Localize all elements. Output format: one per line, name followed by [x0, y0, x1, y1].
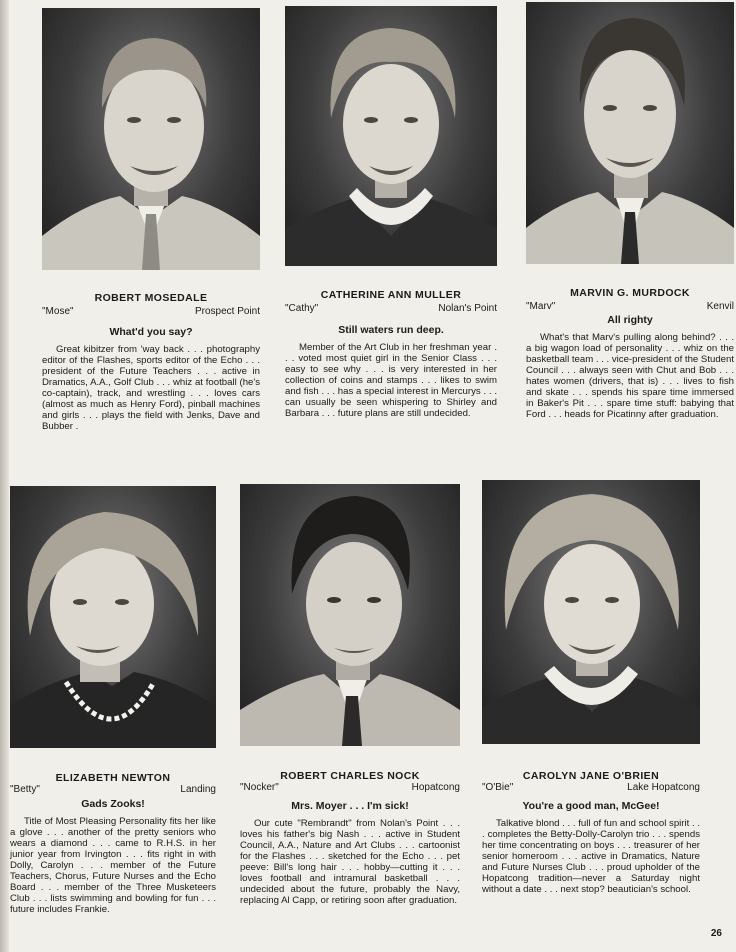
student-motto: What'd you say? — [109, 326, 193, 338]
student-hometown: Prospect Point — [194, 306, 260, 317]
senior-card-murdock — [526, 2, 734, 462]
senior-card-mosedale — [42, 8, 260, 468]
student-name: MARVIN G. MURDOCK — [570, 287, 690, 299]
student-bio: What's that Marv's pulling along behind? . . . a big wagon load of personality . . . whiz on the basketball team . . . vice-president of the Student Council . . . always seen with Chut and Bob . . . hates women (drivers, that is) . . . lives to fish and skate . . . spends his spare time immersed in Baker's Pit . . . spare time stuff: babying that Ford . . . heads for Picatinny after graduation. — [526, 332, 734, 420]
student-hometown: Lake Hopatcong — [627, 782, 700, 793]
portrait-photo — [285, 6, 497, 266]
student-hometown: Nolan's Point — [438, 303, 497, 314]
student-bio: Title of Most Pleasing Personality fits her like a glove . . . another of the pretty seniors who wears a diamond . . . came to R.H.S. in her junior year from Irvington . . . fits right in with Dolly, Carolyn . . . member of the Future Teachers, Chorus, Future Nurses and the Echo Board . . . member of the Three Musketeers Club . . . lists swimming and bowling for fun . . . future includes Frankie. — [10, 816, 216, 915]
student-nickname: "Mose" — [42, 306, 74, 317]
senior-card-nock — [240, 484, 460, 936]
student-hometown: Kenvil — [706, 301, 734, 312]
student-motto: Gads Zooks! — [81, 798, 145, 810]
senior-card-newton — [10, 486, 216, 936]
student-motto: All righty — [607, 314, 653, 326]
student-bio: Talkative blond . . . full of fun and school spirit . . . completes the Betty-Dolly-Carolyn trio . . . spends her time concentrating on boys . . . treasurer of her senior homeroom . . . active in Dramatics, Nature and Future Nurses Club . . . proud upholder of the Hopatcong tradition—never a Saturday night without a date . . . next stop? beautician's school. — [482, 818, 700, 895]
student-motto: You're a good man, McGee! — [522, 800, 660, 812]
portrait-photo — [482, 480, 700, 744]
student-bio: Great kibitzer from 'way back . . . photography editor of the Flashes, sports editor of the Echo . . . president of the Future Teachers . . . active in Dramatics, A.A., Golf Club . . . whiz at football (he's co-captain), track, and wrestling . . . loves cars (almost as much as Henry Ford), pinball machines and girls . . . plays the field with Jenks, Dave and Bubber . — [42, 344, 260, 432]
student-motto: Still waters run deep. — [338, 324, 444, 336]
page-number: 26 — [710, 928, 722, 939]
student-hometown: Hopatcong — [411, 782, 460, 793]
student-name: ROBERT CHARLES NOCK — [280, 770, 420, 782]
student-name: CAROLYN JANE O'BRIEN — [522, 770, 660, 782]
student-nickname: "O'Bie" — [482, 782, 514, 793]
student-nickname: "Nocker" — [240, 782, 279, 793]
portrait-photo — [10, 486, 216, 748]
student-nickname: "Cathy" — [285, 303, 319, 314]
student-name: ELIZABETH NEWTON — [55, 772, 171, 784]
senior-card-obrien — [482, 480, 700, 936]
portrait-photo — [42, 8, 260, 270]
page-binding-edge — [0, 0, 9, 952]
student-name: ROBERT MOSEDALE — [94, 292, 208, 304]
portrait-photo — [526, 2, 734, 264]
student-hometown: Landing — [180, 784, 216, 795]
student-nickname: "Betty" — [10, 784, 40, 795]
student-motto: Mrs. Moyer . . . I'm sick! — [291, 800, 409, 812]
senior-card-muller — [285, 6, 497, 466]
student-name: CATHERINE ANN MULLER — [320, 289, 462, 301]
student-bio: Our cute "Rembrandt" from Nolan's Point . . . loves his father's big Nash . . . active in Student Council, A.A., Nature and Art Clubs . . . cartoonist for the Flashes . . . sketched for the Echo . . . pet peeve: Bill's long hair . . . hobby—cutting it . . . loves football and intramural basketball . . . undecided about the future, probably the Navy, replacing Al Capp, or retiring soon after graduation. — [240, 818, 460, 906]
portrait-photo — [240, 484, 460, 746]
student-nickname: "Marv" — [526, 301, 556, 312]
student-bio: Member of the Art Club in her freshman year . . . voted most quiet girl in the Senior Class . . . easy to see why . . . is very interested in her collection of coins and stamps . . . likes to swim and fish . . . has a special interest in Mercurys . . . can usually be seen whispering to Shirley and Barbara . . . future plans are still undecided. — [285, 342, 497, 419]
